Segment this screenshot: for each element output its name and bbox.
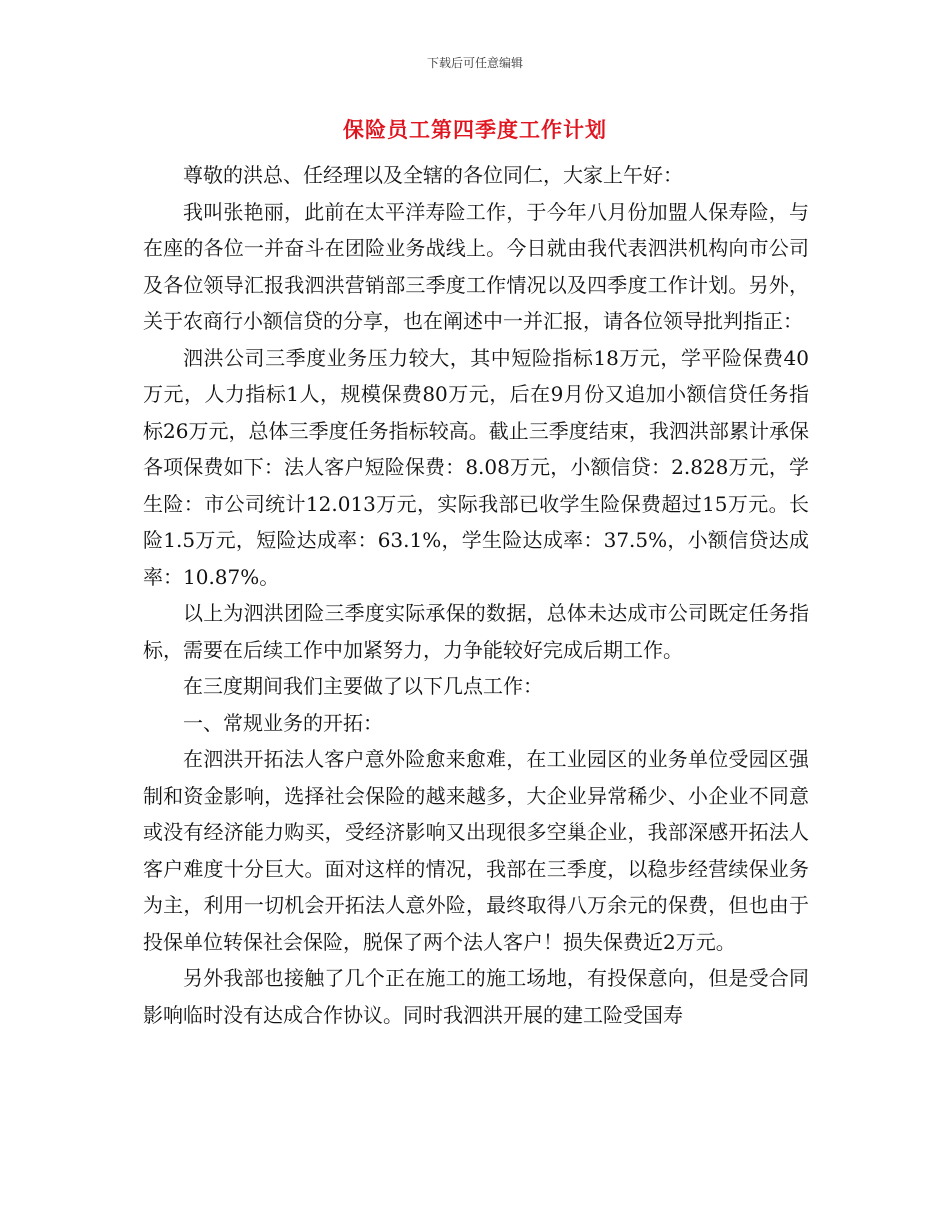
paragraph-work-intro: 在三度期间我们主要做了以下几点工作： xyxy=(183,674,543,698)
paragraph-q3-results: 泗洪公司三季度业务压力较大，其中短险指标18万元，学平险保费40万元，人力指标1人，规模保费80万元，后在9月份又追加小额信贷任务指标26万元，总体三季度任务指标较高。截止三季度结束，我泗洪部累计承保各项保费如下：法人客户短险保费：8.08万元，小额信贷：2.828万元，学生险：市公司统计12.013万元，实际我部已收学生险保费超过15万元。长险1.5万元，短险达成率：63.1%，学生险达成率：37.5%，小额信贷达成率：10.87%。 xyxy=(143,345,809,589)
paragraph-summary: 以上为泗洪团险三季度实际承保的数据，总体未达成市公司既定任务指标，需要在后续工作中加紧努力，力争能较好完成后期工作。 xyxy=(143,601,809,662)
section-heading-routine-business: 一、常规业务的开拓： xyxy=(183,710,383,735)
paragraph-introduction: 我叫张艳丽，此前在太平洋寿险工作，于今年八月份加盟人保寿险，与在座的各位一并奋斗在团险业务战线上。今日就由我代表泗洪机构向市公司及各位领导汇报我泗洪营销部三季度工作情况以及四季度工作计划。另外，关于农商行小额信贷的分享，也在阐述中一并汇报，请各位领导批判指正： xyxy=(143,199,809,333)
paragraph-corporate-clients: 在泗洪开拓法人客户意外险愈来愈难，在工业园区的业务单位受园区强制和资金影响，选择社会保险的越来越多，大企业异常稀少、小企业不同意或没有经济能力购买，受经济影响又出现很多空巢企业，我部深感开拓法人客户难度十分巨大。面对这样的情况，我部在三季度，以稳步经营续保业务为主，利用一切机会开拓法人意外险，最终取得八万余元的保费，但也由于投保单位转保社会保险，脱保了两个法人客户！损失保费近2万元。 xyxy=(143,747,809,954)
document-title: 保险员工第四季度工作计划 xyxy=(343,118,607,142)
paragraph-greeting: 尊敬的洪总、任经理以及全辖的各位同仁，大家上午好： xyxy=(183,163,683,187)
document-body xyxy=(143,157,809,1033)
paragraph-construction-sites: 另外我部也接触了几个正在施工的施工场地，有投保意向，但是受合同影响临时没有达成合作协议。同时我泗洪开展的建工险受国寿 xyxy=(143,966,809,1027)
page-header-note: 下载后可任意编辑 xyxy=(426,56,523,70)
